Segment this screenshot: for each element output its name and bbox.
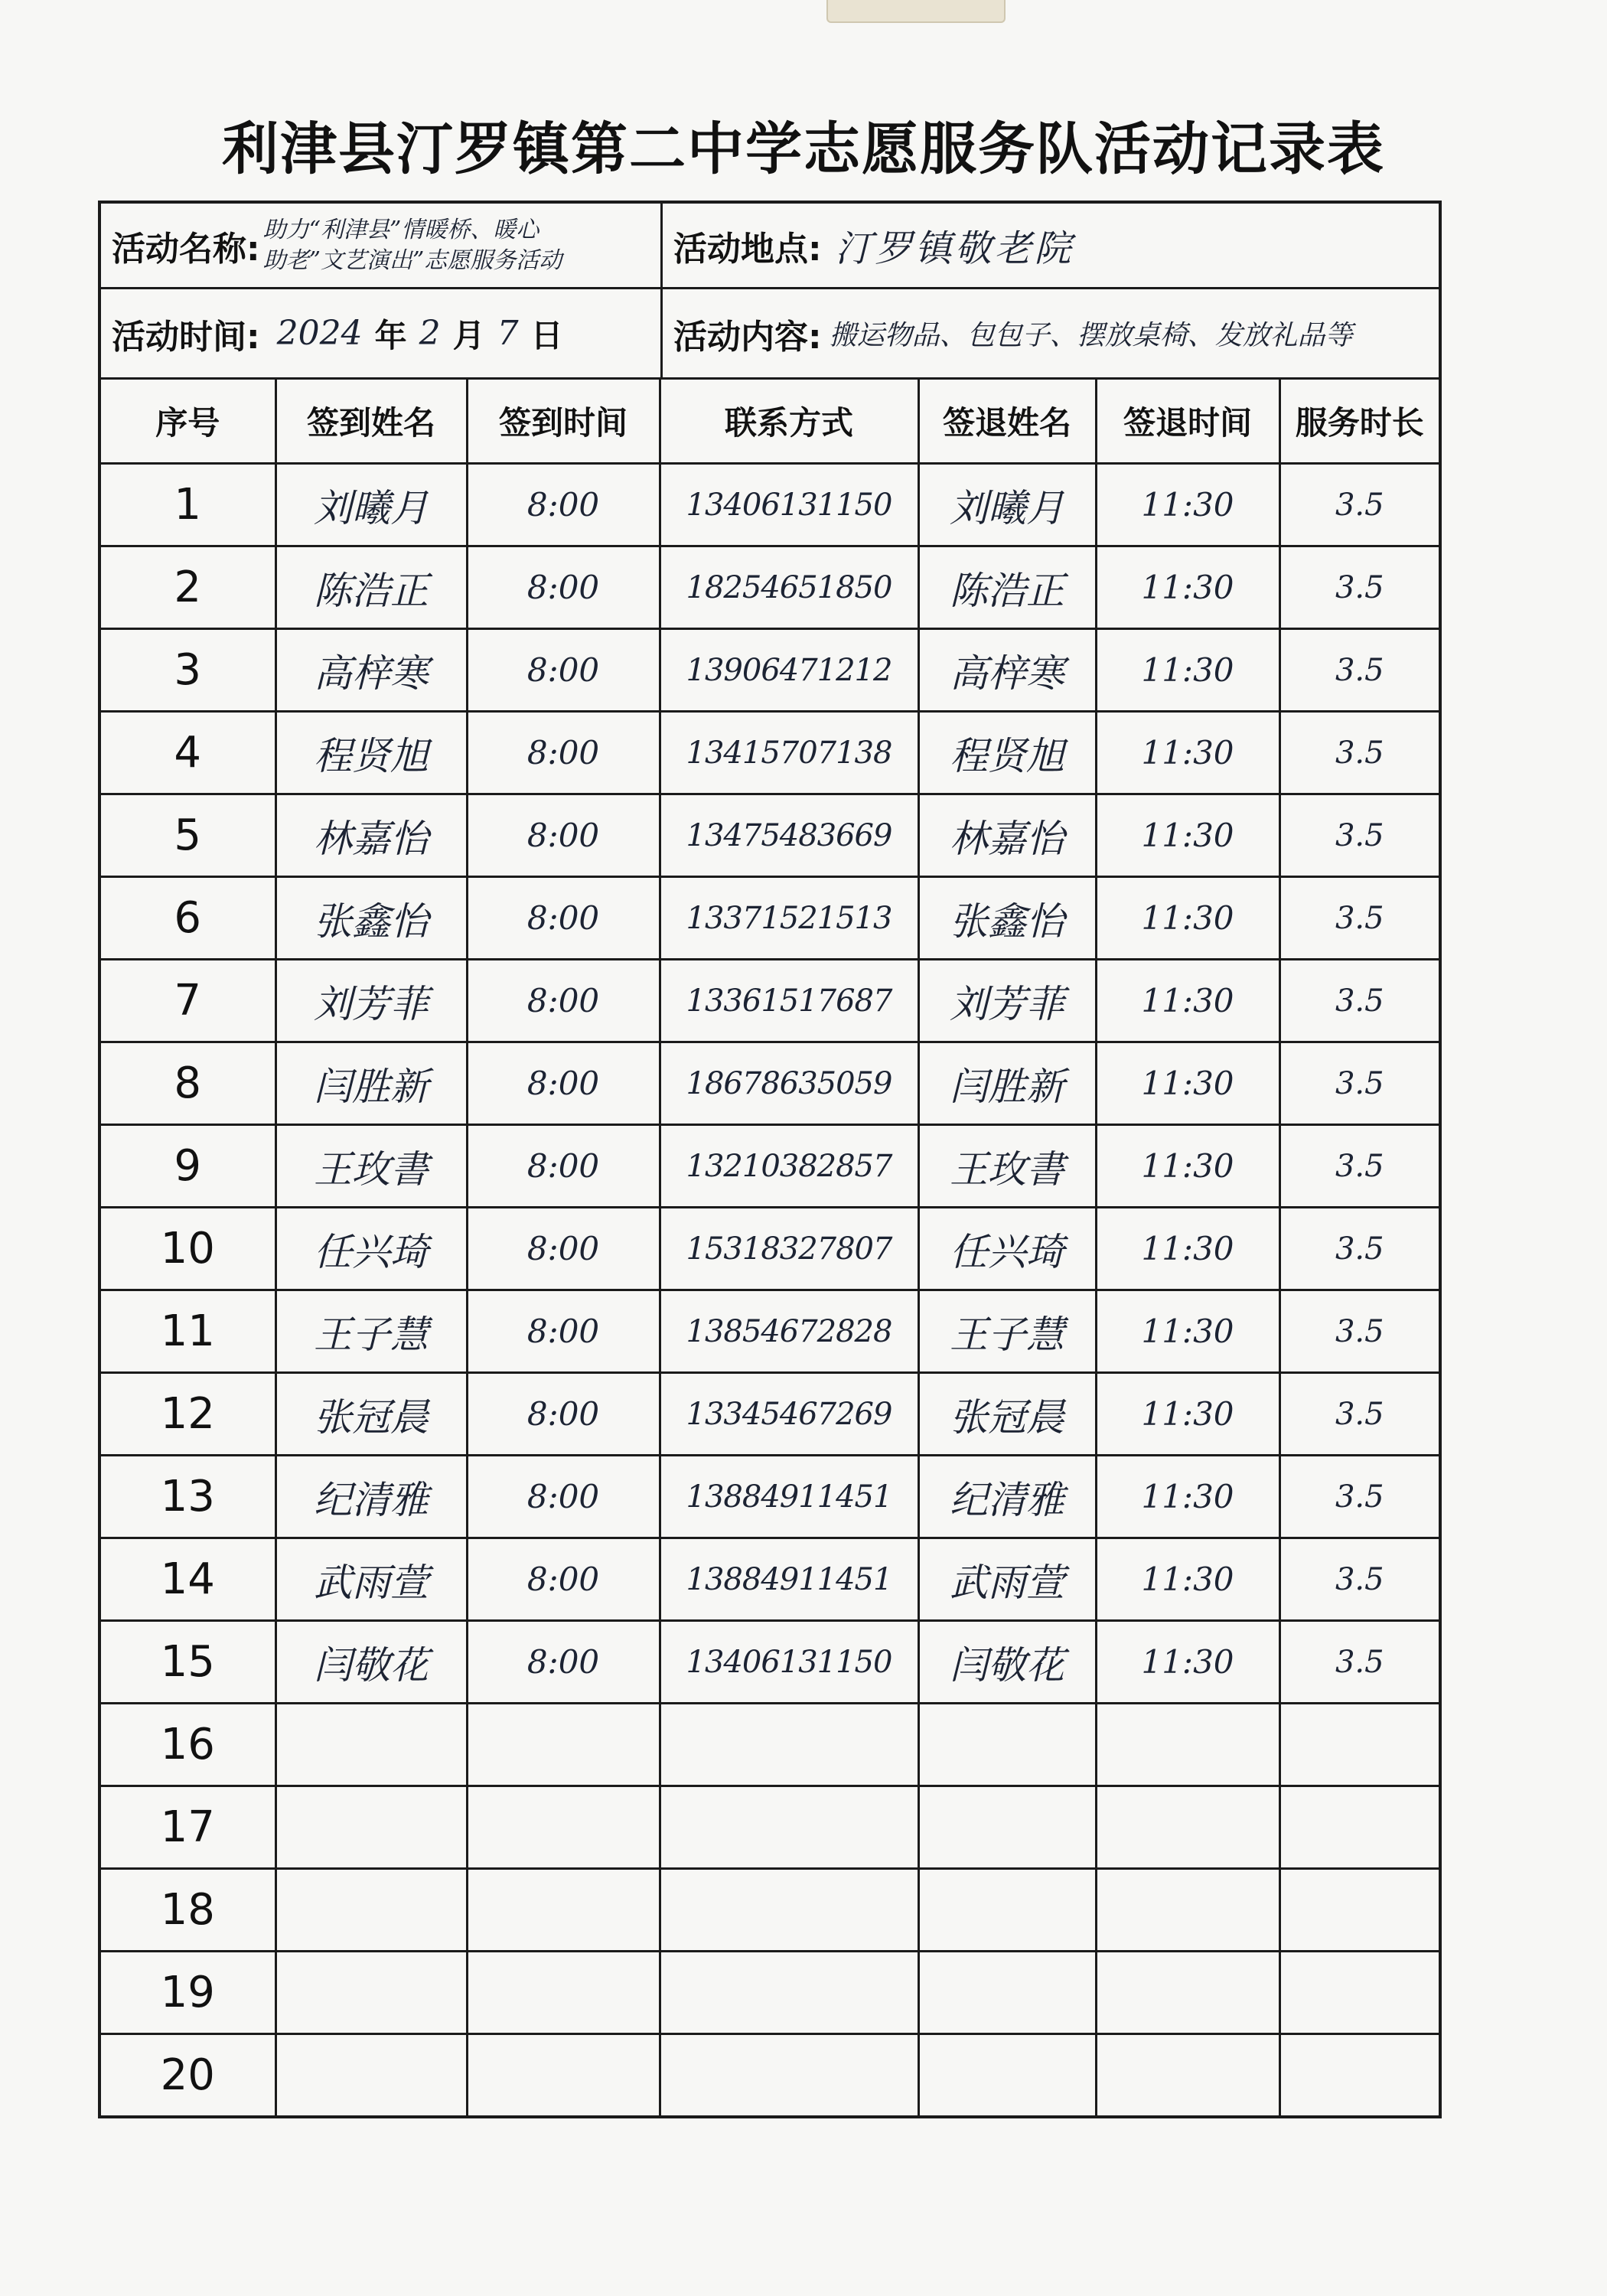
- sign-in-time-cell: [467, 877, 660, 960]
- sign-in-name-cell: [275, 794, 467, 877]
- sign-in-name: 陈浩正: [314, 568, 429, 613]
- sign-in-name: 张冠晨: [314, 1394, 429, 1440]
- table-row: [101, 1290, 1439, 1373]
- contact-phone: 13210382857: [686, 1148, 892, 1184]
- sign-out-time: 11:30: [1141, 1065, 1234, 1102]
- sign-in-name-cell: [275, 877, 467, 960]
- contact-phone: 18254651850: [686, 569, 892, 605]
- sign-out-time-cell: [1096, 1869, 1279, 1952]
- sign-out-time-cell: [1096, 794, 1279, 877]
- sign-out-name: 刘曦月: [950, 485, 1064, 530]
- sign-out-time: 11:30: [1141, 899, 1234, 937]
- row-seq-cell: 7: [101, 960, 275, 1042]
- table-body: [101, 464, 1439, 2116]
- sign-in-name: 林嘉怡: [314, 816, 429, 861]
- sign-in-time: 8:00: [526, 1561, 600, 1598]
- service-duration: 3.5: [1335, 735, 1384, 771]
- contact-phone-cell: [660, 1621, 918, 1704]
- date-month: 2: [419, 314, 441, 353]
- sign-in-time-cell: [467, 712, 660, 794]
- date-year: 2024: [276, 314, 363, 353]
- sign-in-name-cell: [275, 1786, 467, 1869]
- table-row: [101, 1125, 1439, 1208]
- row-seq-cell: 2: [101, 546, 275, 629]
- sign-out-name-cell: [918, 1042, 1096, 1125]
- col-header-seq: 序号: [101, 380, 275, 464]
- service-duration-cell: [1279, 1704, 1439, 1786]
- service-duration: 3.5: [1335, 1479, 1384, 1515]
- table-row: [101, 1208, 1439, 1290]
- service-duration-cell: [1279, 1786, 1439, 1869]
- sign-in-name-cell: [275, 546, 467, 629]
- activity-time-label: 活动时间:: [112, 317, 260, 357]
- sign-out-name: 闫敬花: [950, 1642, 1064, 1688]
- activity-name-label: 活动名称:: [112, 229, 260, 269]
- col-header-sign-out-name: 签退姓名: [918, 380, 1096, 464]
- sign-in-name: 王子慧: [314, 1312, 429, 1357]
- service-duration: 3.5: [1335, 1396, 1384, 1432]
- contact-phone: 13361517687: [686, 983, 892, 1019]
- service-duration-cell: [1279, 877, 1439, 960]
- service-duration: 3.5: [1335, 569, 1384, 605]
- sign-in-time-cell: [467, 1952, 660, 2034]
- table-row: [101, 629, 1439, 712]
- contact-phone-cell: [660, 1042, 918, 1125]
- sign-out-name: 王子慧: [950, 1312, 1064, 1357]
- sign-out-time-cell: [1096, 960, 1279, 1042]
- sign-out-time-cell: [1096, 546, 1279, 629]
- sign-out-name: 张冠晨: [950, 1394, 1064, 1440]
- contact-phone-cell: [660, 1538, 918, 1621]
- table-row: [101, 1538, 1439, 1621]
- sign-out-name-cell: [918, 629, 1096, 712]
- sign-out-time-cell: [1096, 1290, 1279, 1373]
- contact-phone-cell: [660, 2034, 918, 2116]
- sign-in-name: 张鑫怡: [314, 899, 429, 944]
- sign-in-name-cell: [275, 1869, 467, 1952]
- service-duration-cell: [1279, 1125, 1439, 1208]
- service-duration: 3.5: [1335, 817, 1384, 853]
- activity-time-cell: [101, 289, 663, 377]
- activity-name-line-2: 助老”文艺演出”志愿服务活动: [262, 246, 562, 274]
- sign-in-time: 8:00: [526, 817, 600, 854]
- service-duration: 3.5: [1335, 487, 1384, 523]
- sign-out-name-cell: [918, 960, 1096, 1042]
- service-duration-cell: [1279, 794, 1439, 877]
- sign-in-name-cell: [275, 1538, 467, 1621]
- sign-in-name-cell: [275, 2034, 467, 2116]
- sign-out-time-cell: [1096, 877, 1279, 960]
- sign-out-name-cell: [918, 1538, 1096, 1621]
- service-duration-cell: [1279, 546, 1439, 629]
- sign-in-time: 8:00: [526, 651, 600, 689]
- sign-in-name: 高梓寒: [314, 651, 429, 696]
- year-unit: 年: [374, 316, 407, 354]
- sign-in-time: 8:00: [526, 1478, 600, 1515]
- col-header-contact: 联系方式: [660, 380, 918, 464]
- sign-in-name: 闫敬花: [314, 1642, 429, 1688]
- row-seq-cell: 19: [101, 1952, 275, 2034]
- contact-phone: 13884911451: [686, 1479, 892, 1515]
- table-row: [101, 794, 1439, 877]
- sign-out-time-cell: [1096, 712, 1279, 794]
- contact-phone-cell: [660, 712, 918, 794]
- sign-in-time-cell: [467, 1373, 660, 1456]
- sign-in-time-cell: [467, 629, 660, 712]
- row-seq-cell: 4: [101, 712, 275, 794]
- activity-date: [277, 311, 563, 357]
- header-row-name-place: [101, 204, 1439, 289]
- sign-in-time: 8:00: [526, 569, 600, 606]
- sign-in-name-cell: [275, 1456, 467, 1538]
- table-row: [101, 1786, 1439, 1869]
- sign-in-time-cell: [467, 1290, 660, 1373]
- service-duration: 3.5: [1335, 900, 1384, 936]
- sign-out-name-cell: [918, 1290, 1096, 1373]
- service-duration: 3.5: [1335, 1065, 1384, 1101]
- activity-record-form: [98, 201, 1442, 2118]
- sign-out-name: 程贤旭: [950, 733, 1064, 778]
- sign-in-name: 程贤旭: [314, 733, 429, 778]
- sign-in-time: 8:00: [526, 982, 600, 1019]
- service-duration: 3.5: [1335, 983, 1384, 1019]
- sign-out-time: 11:30: [1141, 817, 1234, 854]
- table-row: [101, 960, 1439, 1042]
- contact-phone-cell: [660, 1952, 918, 2034]
- sign-out-time-cell: [1096, 1456, 1279, 1538]
- activity-content-label: 活动内容:: [673, 317, 822, 357]
- sign-in-time: 8:00: [526, 1230, 600, 1267]
- sign-out-name: 武雨萱: [950, 1560, 1064, 1605]
- table-row: [101, 546, 1439, 629]
- row-seq-cell: 15: [101, 1621, 275, 1704]
- sign-out-name: 陈浩正: [950, 568, 1064, 613]
- sign-out-name-cell: [918, 546, 1096, 629]
- sign-out-time-cell: [1096, 1208, 1279, 1290]
- service-duration-cell: [1279, 1621, 1439, 1704]
- table-row: [101, 2034, 1439, 2116]
- service-duration-cell: [1279, 1208, 1439, 1290]
- contact-phone-cell: [660, 877, 918, 960]
- contact-phone-cell: [660, 1373, 918, 1456]
- table-row: [101, 877, 1439, 960]
- sign-in-name-cell: [275, 1290, 467, 1373]
- service-duration: 3.5: [1335, 1644, 1384, 1680]
- sign-out-time: 11:30: [1141, 651, 1234, 689]
- sign-out-time: 11:30: [1141, 486, 1234, 523]
- row-seq-cell: 20: [101, 2034, 275, 2116]
- sign-in-time-cell: [467, 960, 660, 1042]
- sign-in-name: 任兴琦: [314, 1229, 429, 1274]
- paper-clip-edge: [826, 0, 1006, 23]
- activity-content-value: 搬运物品、包包子、摆放桌椅、发放礼品等: [829, 320, 1353, 351]
- sign-out-time: 11:30: [1141, 982, 1234, 1019]
- sign-out-name: 任兴琦: [950, 1229, 1064, 1274]
- row-seq-cell: 13: [101, 1456, 275, 1538]
- table-row: [101, 464, 1439, 546]
- row-seq-cell: 12: [101, 1373, 275, 1456]
- service-duration-cell: [1279, 1538, 1439, 1621]
- contact-phone: 15318327807: [686, 1231, 892, 1267]
- sign-out-time-cell: [1096, 1621, 1279, 1704]
- contact-phone: 13406131150: [686, 487, 892, 523]
- service-duration: 3.5: [1335, 1148, 1384, 1184]
- sign-in-time-cell: [467, 2034, 660, 2116]
- sign-in-name-cell: [275, 1373, 467, 1456]
- row-seq-cell: 6: [101, 877, 275, 960]
- sign-out-name-cell: [918, 1952, 1096, 2034]
- sign-in-time-cell: [467, 1786, 660, 1869]
- sign-out-time: 11:30: [1141, 1643, 1234, 1681]
- contact-phone-cell: [660, 464, 918, 546]
- sign-in-time-cell: [467, 794, 660, 877]
- service-duration-cell: [1279, 712, 1439, 794]
- sign-out-time-cell: [1096, 1125, 1279, 1208]
- row-seq-cell: 14: [101, 1538, 275, 1621]
- sign-in-name: 王玫書: [314, 1146, 429, 1192]
- activity-name-cell: [101, 204, 663, 287]
- contact-phone: 13475483669: [686, 817, 892, 853]
- contact-phone: 13854672828: [686, 1313, 892, 1349]
- sign-out-name-cell: [918, 1456, 1096, 1538]
- service-duration: 3.5: [1335, 1313, 1384, 1349]
- sign-in-name: 纪清雅: [314, 1477, 429, 1522]
- sign-in-time: 8:00: [526, 1147, 600, 1185]
- service-duration-cell: [1279, 629, 1439, 712]
- contact-phone-cell: [660, 1704, 918, 1786]
- sign-out-time-cell: [1096, 1786, 1279, 1869]
- sign-in-time: 8:00: [526, 1065, 600, 1102]
- service-duration-cell: [1279, 2034, 1439, 2116]
- col-header-sign-in-name: 签到姓名: [275, 380, 467, 464]
- sign-out-name: 纪清雅: [950, 1477, 1064, 1522]
- sign-in-table: [101, 380, 1439, 2115]
- sign-in-name-cell: [275, 1125, 467, 1208]
- row-seq-cell: 18: [101, 1869, 275, 1952]
- contact-phone-cell: [660, 546, 918, 629]
- service-duration-cell: [1279, 1952, 1439, 2034]
- table-row: [101, 1952, 1439, 2034]
- sign-out-time-cell: [1096, 2034, 1279, 2116]
- row-seq-cell: 11: [101, 1290, 275, 1373]
- sign-in-name-cell: [275, 464, 467, 546]
- sign-out-name-cell: [918, 877, 1096, 960]
- contact-phone-cell: [660, 1786, 918, 1869]
- sign-out-time: 11:30: [1141, 569, 1234, 606]
- contact-phone-cell: [660, 794, 918, 877]
- sign-out-name: 林嘉怡: [950, 816, 1064, 861]
- contact-phone-cell: [660, 1869, 918, 1952]
- sign-in-name-cell: [275, 1042, 467, 1125]
- service-duration: 3.5: [1335, 1561, 1384, 1597]
- table-row: [101, 1704, 1439, 1786]
- sign-out-time-cell: [1096, 464, 1279, 546]
- sign-out-time-cell: [1096, 1952, 1279, 2034]
- service-duration-cell: [1279, 1290, 1439, 1373]
- sign-out-name-cell: [918, 464, 1096, 546]
- service-duration-cell: [1279, 960, 1439, 1042]
- col-header-sign-out-time: 签退时间: [1096, 380, 1279, 464]
- sign-in-name-cell: [275, 1208, 467, 1290]
- row-seq-cell: 3: [101, 629, 275, 712]
- table-row: [101, 1042, 1439, 1125]
- activity-name-line-1: 助力“利津县”情暖桥、暖心: [262, 216, 539, 243]
- contact-phone: 13415707138: [686, 735, 892, 771]
- col-header-sign-in-time: 签到时间: [467, 380, 660, 464]
- sign-out-name: 闫胜新: [950, 1064, 1064, 1109]
- col-header-duration: 服务时长: [1279, 380, 1439, 464]
- contact-phone: 13371521513: [686, 900, 892, 936]
- sign-in-time-cell: [467, 546, 660, 629]
- header-row-time-content: [101, 289, 1439, 380]
- row-seq-cell: 8: [101, 1042, 275, 1125]
- form-title: 利津县汀罗镇第二中学志愿服务队活动记录表: [222, 116, 1385, 182]
- service-duration-cell: [1279, 464, 1439, 546]
- sign-out-name-cell: [918, 1621, 1096, 1704]
- contact-phone-cell: [660, 1290, 918, 1373]
- contact-phone-cell: [660, 1208, 918, 1290]
- sign-out-name-cell: [918, 712, 1096, 794]
- row-seq-cell: 16: [101, 1704, 275, 1786]
- sign-in-name-cell: [275, 1704, 467, 1786]
- sign-in-name-cell: [275, 1621, 467, 1704]
- sign-out-time-cell: [1096, 629, 1279, 712]
- sign-in-time-cell: [467, 1869, 660, 1952]
- sign-in-time-cell: [467, 1456, 660, 1538]
- day-unit: 日: [530, 316, 563, 354]
- service-duration-cell: [1279, 1456, 1439, 1538]
- sign-out-name-cell: [918, 1373, 1096, 1456]
- sign-out-name: 王玫書: [950, 1146, 1064, 1192]
- contact-phone-cell: [660, 960, 918, 1042]
- row-seq-cell: 9: [101, 1125, 275, 1208]
- sign-in-time-cell: [467, 1042, 660, 1125]
- sign-out-name: 刘芳菲: [950, 981, 1064, 1026]
- date-day: 7: [497, 314, 519, 353]
- sign-out-name-cell: [918, 1125, 1096, 1208]
- contact-phone: 18678635059: [686, 1065, 892, 1101]
- sign-out-time-cell: [1096, 1704, 1279, 1786]
- table-row: [101, 1621, 1439, 1704]
- sign-in-name: 闫胜新: [314, 1064, 429, 1109]
- service-duration-cell: [1279, 1042, 1439, 1125]
- service-duration: 3.5: [1335, 652, 1384, 688]
- row-seq-cell: 1: [101, 464, 275, 546]
- sign-in-time-cell: [467, 1538, 660, 1621]
- sign-out-time: 11:30: [1141, 1395, 1234, 1433]
- sign-in-time: 8:00: [526, 1643, 600, 1681]
- table-row: [101, 1869, 1439, 1952]
- sign-out-name-cell: [918, 1704, 1096, 1786]
- sign-in-time: 8:00: [526, 899, 600, 937]
- row-seq-cell: 5: [101, 794, 275, 877]
- sign-in-name-cell: [275, 1952, 467, 2034]
- sign-in-time-cell: [467, 1208, 660, 1290]
- activity-place-label: 活动地点:: [673, 229, 822, 269]
- month-unit: 月: [452, 316, 485, 354]
- sign-out-time-cell: [1096, 1538, 1279, 1621]
- contact-phone: 13345467269: [686, 1396, 892, 1432]
- sign-out-time: 11:30: [1141, 734, 1234, 771]
- sign-in-time: 8:00: [526, 1395, 600, 1433]
- sign-in-time-cell: [467, 1704, 660, 1786]
- sign-out-name: 高梓寒: [950, 651, 1064, 696]
- sign-out-name-cell: [918, 2034, 1096, 2116]
- sign-out-time-cell: [1096, 1373, 1279, 1456]
- sign-out-time: 11:30: [1141, 1478, 1234, 1515]
- table-row: [101, 1456, 1439, 1538]
- contact-phone: 13906471212: [686, 652, 892, 688]
- sign-out-name-cell: [918, 1786, 1096, 1869]
- contact-phone-cell: [660, 1456, 918, 1538]
- table-row: [101, 1373, 1439, 1456]
- sign-in-name-cell: [275, 629, 467, 712]
- row-seq-cell: 10: [101, 1208, 275, 1290]
- activity-name-value: [263, 215, 562, 276]
- sign-in-time: 8:00: [526, 486, 600, 523]
- row-seq-cell: 17: [101, 1786, 275, 1869]
- sign-in-time: 8:00: [526, 734, 600, 771]
- contact-phone-cell: [660, 1125, 918, 1208]
- sign-in-name: 武雨萱: [314, 1560, 429, 1605]
- table-row: [101, 712, 1439, 794]
- sign-out-time: 11:30: [1141, 1561, 1234, 1598]
- sign-out-time: 11:30: [1141, 1313, 1234, 1350]
- sign-out-name-cell: [918, 1869, 1096, 1952]
- sign-in-time-cell: [467, 1621, 660, 1704]
- sign-in-name: 刘曦月: [314, 485, 429, 530]
- sign-out-time-cell: [1096, 1042, 1279, 1125]
- activity-content-cell: [663, 289, 1439, 377]
- contact-phone: 13406131150: [686, 1644, 892, 1680]
- service-duration: 3.5: [1335, 1231, 1384, 1267]
- table-header-row: [101, 380, 1439, 464]
- sign-in-name-cell: [275, 712, 467, 794]
- sign-out-time: 11:30: [1141, 1230, 1234, 1267]
- sign-in-time-cell: [467, 1125, 660, 1208]
- service-duration-cell: [1279, 1373, 1439, 1456]
- sign-in-time-cell: [467, 464, 660, 546]
- sign-out-name-cell: [918, 1208, 1096, 1290]
- sign-out-time: 11:30: [1141, 1147, 1234, 1185]
- contact-phone-cell: [660, 629, 918, 712]
- activity-place-cell: [663, 204, 1439, 287]
- sign-out-name: 张鑫怡: [950, 899, 1064, 944]
- activity-place-value: 汀罗镇敬老院: [835, 227, 1074, 270]
- sign-in-name: 刘芳菲: [314, 981, 429, 1026]
- sign-out-name-cell: [918, 794, 1096, 877]
- contact-phone: 13884911451: [686, 1561, 892, 1597]
- sign-in-name-cell: [275, 960, 467, 1042]
- sign-in-time: 8:00: [526, 1313, 600, 1350]
- service-duration-cell: [1279, 1869, 1439, 1952]
